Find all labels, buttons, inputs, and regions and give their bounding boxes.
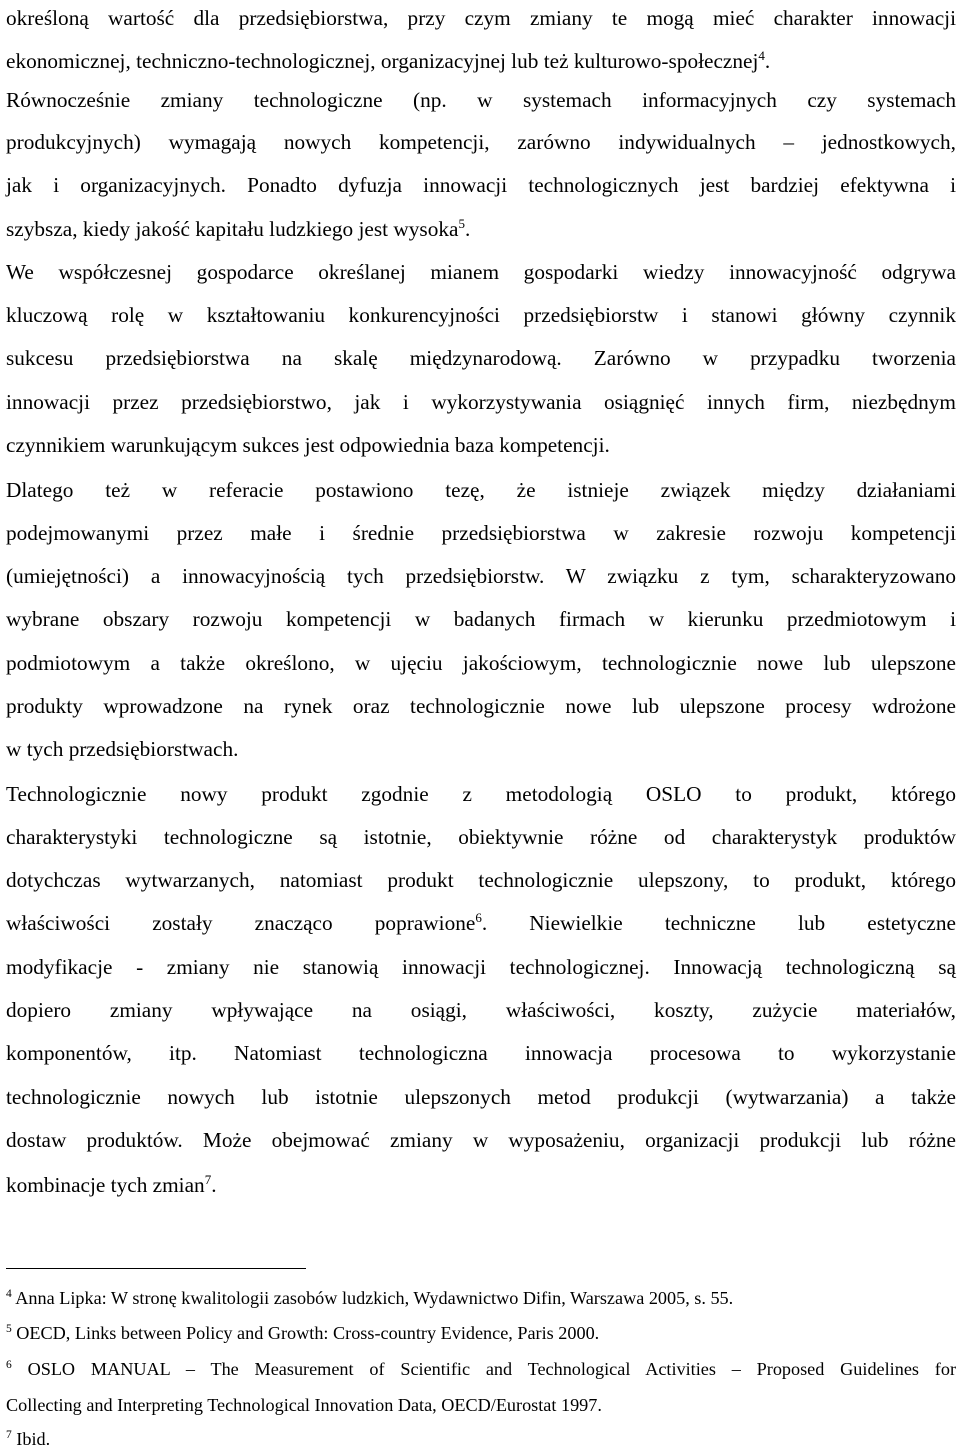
text-line: Dlatego też w referacie postawiono tezę, że istnieje związek między działaniami — [6, 478, 956, 502]
footnote-ref: 7 — [204, 1171, 212, 1187]
text-line: w tych przedsiębiorstwach. — [6, 737, 239, 761]
footnote-number: 6 — [6, 1358, 12, 1371]
text-line: dotychczas wytwarzanych, natomiast produkt technologicznie ulepszony, to produkt, którego — [6, 868, 956, 892]
text-line: charakterystyki technologiczne są istotnie, obiektywnie różne od charakterystyk produktów — [6, 825, 956, 849]
footnote-continuation: Collecting and Interpreting Technological Innovation Data, OECD/Eurostat 1997. — [6, 1395, 602, 1415]
text-line: innowacji przez przedsiębiorstwo, jak i wykorzystywania osiągnięć innych firm, niezbędnym — [6, 390, 956, 414]
footnote-number: 4 — [6, 1287, 12, 1300]
text-line: Równocześnie zmiany technologiczne (np. w systemach informacyjnych czy systemach — [6, 88, 956, 112]
text-line: kombinacje tych zmian$^7$. — [6, 1171, 217, 1197]
footnote: $^5$ OECD, Links between Policy and Growth: Cross-country Evidence, Paris 2000. — [6, 1322, 600, 1343]
text-line: wybrane obszary rozwoju kompetencji w badanych firmach w kierunku przedmiotowym i — [6, 607, 956, 631]
text-line: dopiero zmiany wpływające na osiągi, właściwości, koszty, zużycie materiałów, — [6, 998, 956, 1022]
text-line: ekonomicznej, techniczno-technologicznej, organizacyjnej lub też kulturowo-społecznej$^4$. — [6, 47, 771, 73]
footnote-ref: 5 — [458, 215, 465, 231]
text-line: jak i organizacyjnych. Ponadto dyfuzja innowacji technologicznych jest bardziej efektywna i — [6, 173, 956, 197]
text-line: właściwości zostały znacząco poprawione$^6$. Niewielkie techniczne lub estetyczne — [6, 909, 956, 935]
text-line: określoną wartość dla przedsiębiorstwa, przy czym zmiany te mogą mieć charakter innowacji — [6, 6, 956, 30]
footnote-ref: 6 — [475, 909, 482, 925]
footnote-number: 7 — [6, 1428, 12, 1441]
text-line: sukcesu przedsiębiorstwa na skalę międzynarodową. Zarówno w przypadku tworzenia — [6, 346, 956, 370]
text-line: technologicznie nowych lub istotnie ulepszonych metod produkcji (wytwarzania) a także — [6, 1085, 956, 1109]
text-line: szybsza, kiedy jakość kapitału ludzkiego jest wysoka$^5$. — [6, 215, 471, 241]
text-line: dostaw produktów. Może obejmować zmiany w wyposażeniu, organizacji produkcji lub różne — [6, 1128, 956, 1152]
text-line: produkty wprowadzone na rynek oraz technologicznie nowe lub ulepszone procesy wdrożone — [6, 694, 956, 718]
text-line: We współczesnej gospodarce określanej mianem gospodarki wiedzy innowacyjność odgrywa — [6, 260, 956, 284]
text-line: podejmowanymi przez małe i średnie przedsiębiorstwa w zakresie rozwoju kompetencji — [6, 521, 956, 545]
footnote: $^7$ Ibid. — [6, 1428, 51, 1449]
text-line: Technologicznie nowy produkt zgodnie z metodologią OSLO to produkt, którego — [6, 782, 956, 806]
footnote-number: 5 — [6, 1322, 12, 1335]
footnote: $^6$ OSLO MANUAL – The Measurement of Scientific and Technological Activities – Proposed Guidelines for — [6, 1358, 957, 1379]
footnote-separator — [6, 1268, 306, 1269]
text-line: produkcyjnych) wymagają nowych kompetencji, zarówno indywidualnych – jednostkowych, — [6, 130, 956, 154]
text-line: podmiotowym a także określono, w ujęciu jakościowym, technologicznie nowe lub ulepszone — [6, 651, 956, 675]
text-line: (umiejętności) a innowacyjnością tych przedsiębiorstw. W związku z tym, scharakteryzowano — [6, 564, 956, 588]
text-line: czynnikiem warunkującym sukces jest odpowiednia baza kompetencji. — [6, 433, 610, 457]
text-line: modyfikacje - zmiany nie stanowią innowacji technologicznej. Innowacją technologiczną są — [6, 955, 956, 979]
footnote-ref: 4 — [758, 47, 765, 63]
text-line: komponentów, itp. Natomiast technologiczna innowacja procesowa to wykorzystanie — [6, 1041, 956, 1065]
text-line: kluczową rolę w kształtowaniu konkurencyjności przedsiębiorstw i stanowi główny czynnik — [6, 303, 956, 327]
footnote: $^4$ Anna Lipka: W stronę kwalitologii zasobów ludzkich, Wydawnictwo Difin, Warszawa 2005, s. 55. — [6, 1287, 734, 1308]
